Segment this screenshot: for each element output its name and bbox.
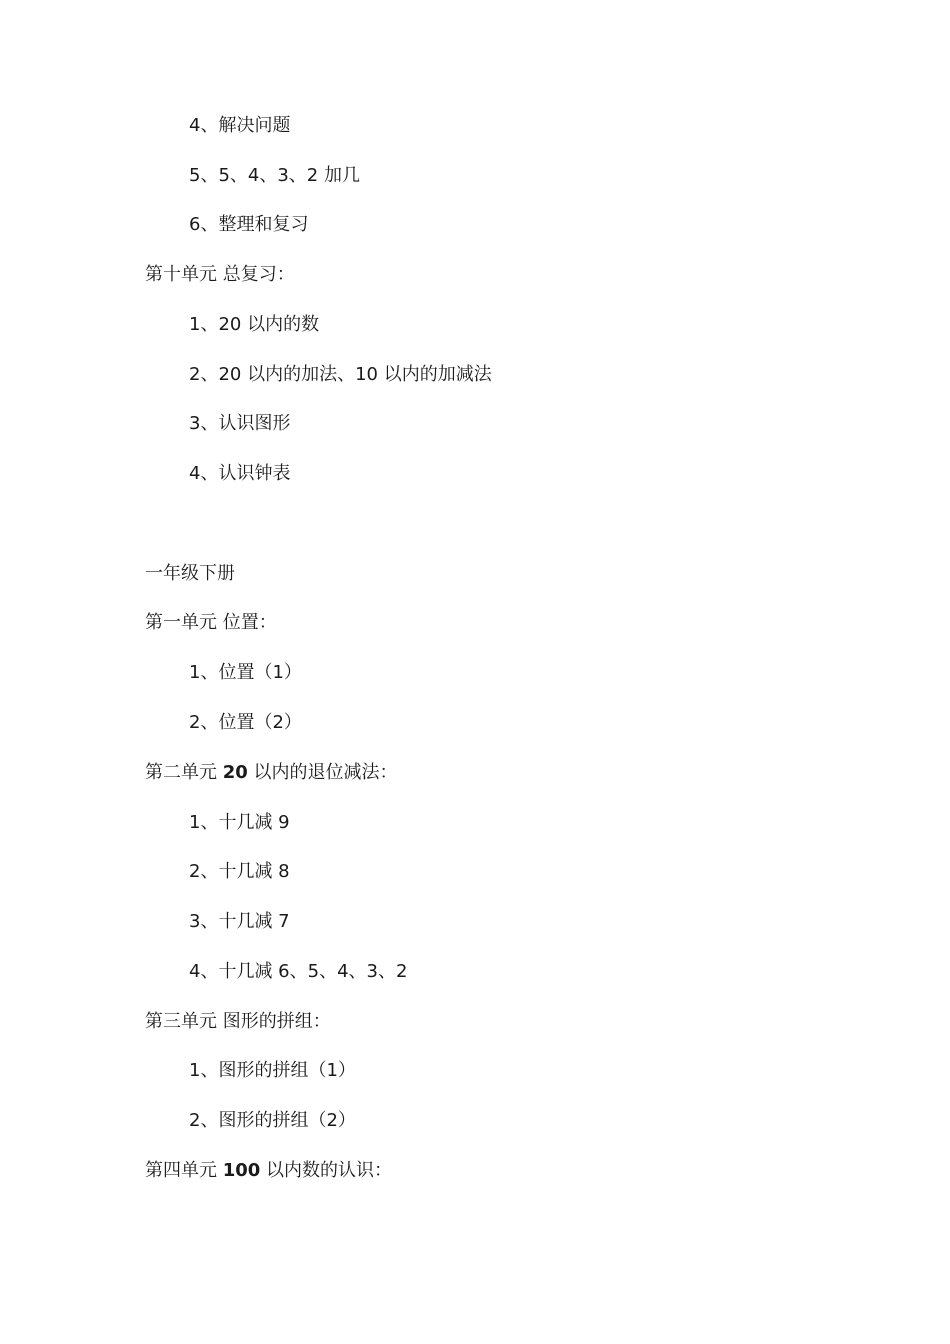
unit-heading: 第三单元 图形的拼组：: [145, 1011, 331, 1032]
list-item: 6、整理和复习: [189, 214, 309, 235]
list-item: 1、图形的拼组（1）: [189, 1060, 356, 1081]
list-item: 4、十几减 6、5、4、3、2: [189, 961, 408, 982]
unit-heading-prefix: 第四单元: [145, 1160, 223, 1181]
unit-heading: [145, 1156, 392, 1186]
list-item: 4、解决问题: [189, 115, 291, 136]
list-item: 2、位置（2）: [189, 712, 302, 733]
unit-heading-number: 20: [222, 762, 248, 783]
unit-heading-suffix: 以内数的认识：: [260, 1160, 393, 1181]
list-item: 2、20 以内的加法、10 以内的加减法: [189, 364, 492, 385]
unit-heading: 第一单元 位置：: [145, 612, 277, 633]
list-item: 5、5、4、3、2 加几: [189, 165, 360, 186]
list-item: 2、十几减 8: [189, 861, 290, 882]
unit-heading: [145, 758, 398, 788]
list-item: 1、20 以内的数: [189, 314, 320, 335]
unit-heading-prefix: 第二单元: [145, 762, 223, 783]
list-item: 2、图形的拼组（2）: [189, 1110, 356, 1131]
list-item: 1、十几减 9: [189, 812, 290, 833]
list-item: 3、认识图形: [189, 413, 291, 434]
unit-heading: 第十单元 总复习：: [145, 264, 295, 285]
unit-heading-suffix: 以内的退位减法：: [247, 762, 398, 783]
list-item: 3、十几减 7: [189, 911, 290, 932]
list-item: 1、位置（1）: [189, 662, 302, 683]
section-title: 一年级下册: [145, 563, 235, 584]
list-item: 4、认识钟表: [189, 463, 291, 484]
unit-heading-number: 100: [222, 1160, 261, 1181]
